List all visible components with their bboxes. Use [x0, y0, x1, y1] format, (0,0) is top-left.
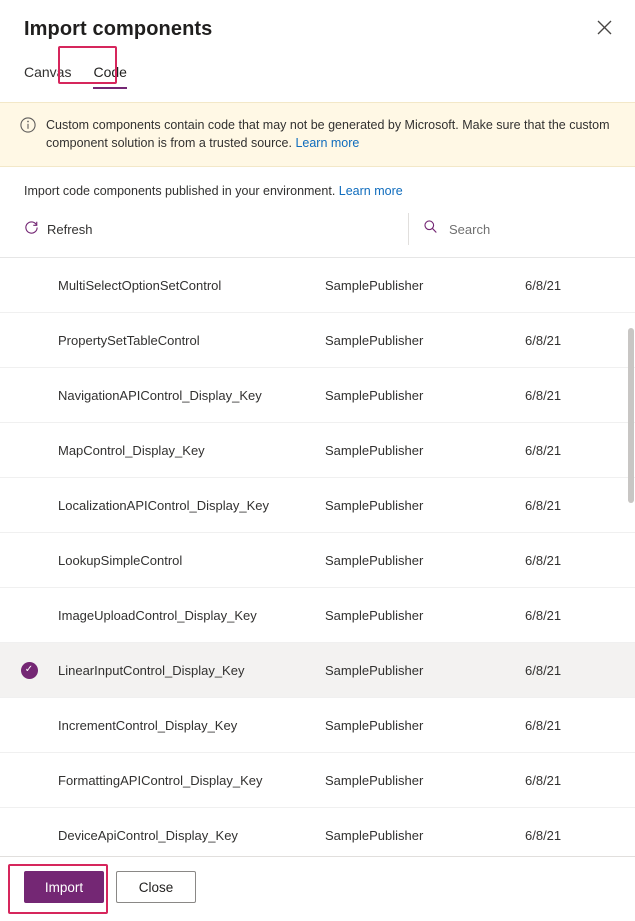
search-icon	[423, 219, 438, 239]
component-publisher: SamplePublisher	[325, 277, 424, 293]
component-publisher: SamplePublisher	[325, 607, 424, 623]
list-scrollbar[interactable]	[627, 258, 635, 856]
command-bar	[0, 198, 635, 258]
component-publisher: SamplePublisher	[325, 442, 424, 458]
table-row[interactable]	[0, 643, 635, 698]
component-name: DeviceApiControl_Display_Key	[58, 827, 238, 843]
component-publisher: SamplePublisher	[325, 387, 424, 403]
close-icon[interactable]	[587, 10, 621, 44]
close-button[interactable]: Close	[116, 871, 196, 903]
component-date: 6/8/21	[525, 772, 562, 788]
warning-learn-more-link[interactable]: Learn more	[295, 136, 360, 150]
component-name: MapControl_Display_Key	[58, 442, 205, 458]
component-name: LookupSimpleControl	[58, 552, 183, 568]
component-name: ImageUploadControl_Display_Key	[58, 607, 257, 623]
component-date: 6/8/21	[525, 497, 562, 513]
table-row[interactable]	[0, 533, 635, 588]
table-row[interactable]	[0, 753, 635, 808]
table-row[interactable]	[0, 313, 635, 368]
table-row[interactable]	[0, 588, 635, 643]
component-date: 6/8/21	[525, 387, 562, 403]
refresh-label: Refresh	[47, 221, 93, 237]
check-icon: ✓	[21, 662, 38, 679]
table-row[interactable]	[0, 808, 635, 856]
table-row[interactable]	[0, 368, 635, 423]
component-date: 6/8/21	[525, 442, 562, 458]
component-date: 6/8/21	[525, 717, 562, 733]
component-date: 6/8/21	[525, 662, 562, 678]
table-row[interactable]	[0, 478, 635, 533]
component-name: FormattingAPIControl_Display_Key	[58, 772, 263, 788]
components-list[interactable]	[0, 258, 635, 856]
component-name: MultiSelectOptionSetControl	[58, 277, 222, 293]
tab-list	[0, 41, 635, 89]
import-button[interactable]: Import	[24, 871, 104, 903]
component-publisher: SamplePublisher	[325, 772, 424, 788]
dialog-header	[0, 0, 635, 41]
tab-code[interactable]: Code	[93, 64, 126, 89]
warning-text	[46, 116, 611, 152]
component-date: 6/8/21	[525, 827, 562, 843]
component-publisher: SamplePublisher	[325, 662, 424, 678]
component-publisher: SamplePublisher	[325, 827, 424, 843]
table-row[interactable]	[0, 423, 635, 478]
component-name: PropertySetTableControl	[58, 332, 200, 348]
warning-message: Custom components contain code that may not be generated by Microsoft. Make sure that the custom component solution is from a trusted source.	[46, 118, 610, 150]
component-name: LocalizationAPIControl_Display_Key	[58, 497, 270, 513]
page-title: Import components	[24, 18, 213, 40]
component-date: 6/8/21	[525, 607, 562, 623]
component-publisher: SamplePublisher	[325, 717, 424, 733]
component-date: 6/8/21	[525, 332, 562, 348]
component-publisher: SamplePublisher	[325, 497, 424, 513]
refresh-icon	[24, 220, 39, 238]
component-date: 6/8/21	[525, 277, 562, 293]
refresh-button[interactable]	[20, 218, 97, 240]
description-message: Import code components published in your environment.	[24, 184, 336, 198]
list-scrollbar-thumb[interactable]	[628, 328, 634, 503]
component-date: 6/8/21	[525, 552, 562, 568]
row-select-checkbox[interactable]	[0, 662, 58, 679]
dialog-footer	[0, 856, 635, 921]
table-row[interactable]	[0, 698, 635, 753]
table-row[interactable]	[0, 258, 635, 313]
component-publisher: SamplePublisher	[325, 332, 424, 348]
description-learn-more-link[interactable]: Learn more	[338, 184, 403, 198]
description-text	[0, 167, 635, 198]
component-name: IncrementControl_Display_Key	[58, 717, 238, 733]
component-name: LinearInputControl_Display_Key	[58, 662, 245, 678]
search-box[interactable]	[408, 213, 611, 245]
search-input[interactable]	[447, 221, 603, 238]
component-publisher: SamplePublisher	[325, 552, 424, 568]
warning-banner	[0, 102, 635, 167]
tab-canvas[interactable]: Canvas	[24, 64, 72, 80]
component-name: NavigationAPIControl_Display_Key	[58, 387, 262, 403]
info-icon	[20, 117, 36, 138]
components-list-container	[0, 258, 635, 856]
